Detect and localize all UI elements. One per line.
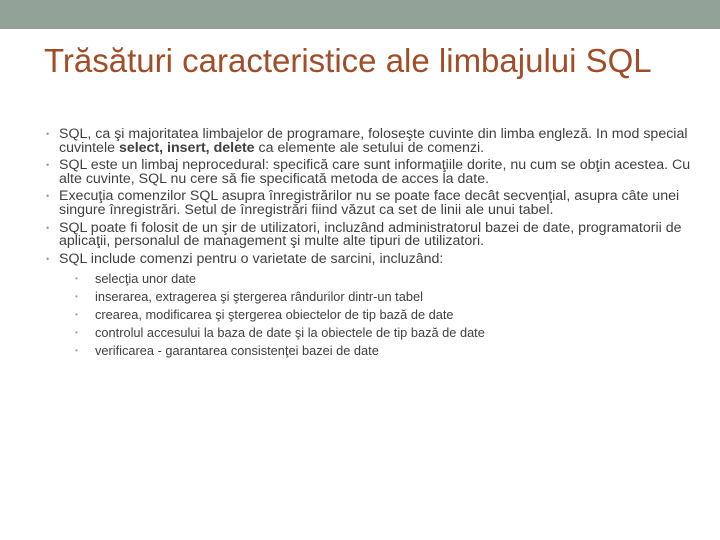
bullet-icon: • bbox=[46, 222, 50, 233]
bullet-text: SQL poate fi folosit de un şir de utilizatori, incluzând administratorul bazei de date, programatorii de aplicaţii, personalul de management şi multe alte tipuri de utilizatori. bbox=[59, 219, 682, 250]
sub-bullet-text: crearea, modificarea şi ştergerea obiectelor de tip bază de date bbox=[95, 307, 454, 323]
bullet-icon: • bbox=[75, 292, 78, 302]
bullet-icon: • bbox=[75, 274, 78, 284]
bullet-text: ca elemente ale setului de comenzi. bbox=[254, 139, 485, 156]
bullet-item bbox=[46, 159, 696, 186]
sub-bullet-item bbox=[75, 326, 696, 340]
bullet-text: SQL, ca şi majoritatea limbajelor de programare, foloseşte cuvinte din limba engleză. In mod special cuvintele bbox=[59, 126, 688, 156]
sub-bullet-item bbox=[75, 272, 696, 286]
bullet-icon: • bbox=[75, 328, 78, 338]
bullet-icon: • bbox=[46, 191, 50, 202]
bullet-icon: • bbox=[46, 160, 50, 171]
bullet-text: SQL este un limbaj neprocedural: specifică care sunt informaţiile dorite, nu cum se obţin acestea. Cu alte cuvinte, SQL nu cere să fie specificată metoda de acces la date. bbox=[59, 157, 691, 187]
bullet-icon: • bbox=[75, 346, 78, 356]
bullet-text: Execuţia comenzilor SQL asupra înregistrărilor nu se poate face decât secvenţial, asupra câte unei singure înregistrări. Setul de înregistrări fiind văzut ca set de linii ale unui tabel. bbox=[59, 188, 680, 218]
bullet-icon: • bbox=[75, 310, 78, 320]
bullet-item bbox=[46, 190, 696, 217]
sub-bullet-list bbox=[59, 272, 696, 358]
sub-bullet-item bbox=[75, 308, 696, 322]
bullet-bold-text: select, insert, delete bbox=[118, 139, 255, 156]
sub-bullet-item bbox=[75, 344, 696, 358]
bullet-list bbox=[46, 128, 696, 358]
sub-bullet-text: controlul accesului la baza de date şi la obiectele de tip bază de date bbox=[95, 325, 485, 341]
slide-body bbox=[46, 128, 696, 362]
bullet-icon: • bbox=[46, 129, 50, 139]
sub-bullet-text: verificarea - garantarea consistenţei bazei de date bbox=[95, 343, 379, 359]
bullet-icon: • bbox=[46, 253, 50, 264]
top-accent-bar bbox=[0, 0, 720, 29]
sub-bullet-text: selecţia unor date bbox=[95, 271, 197, 287]
sub-bullet-text: inserarea, extragerea şi ştergerea rândurilor dintr-un tabel bbox=[95, 289, 423, 305]
bullet-text: SQL include comenzi pentru o varietate de sarcini, incluzând: bbox=[59, 250, 444, 267]
sub-bullet-item bbox=[75, 290, 696, 304]
bullet-item bbox=[46, 219, 696, 250]
slide-title: Trăsături caracteristice ale limbajului SQL bbox=[44, 42, 652, 79]
bullet-item bbox=[46, 250, 696, 359]
bullet-item bbox=[46, 128, 696, 155]
